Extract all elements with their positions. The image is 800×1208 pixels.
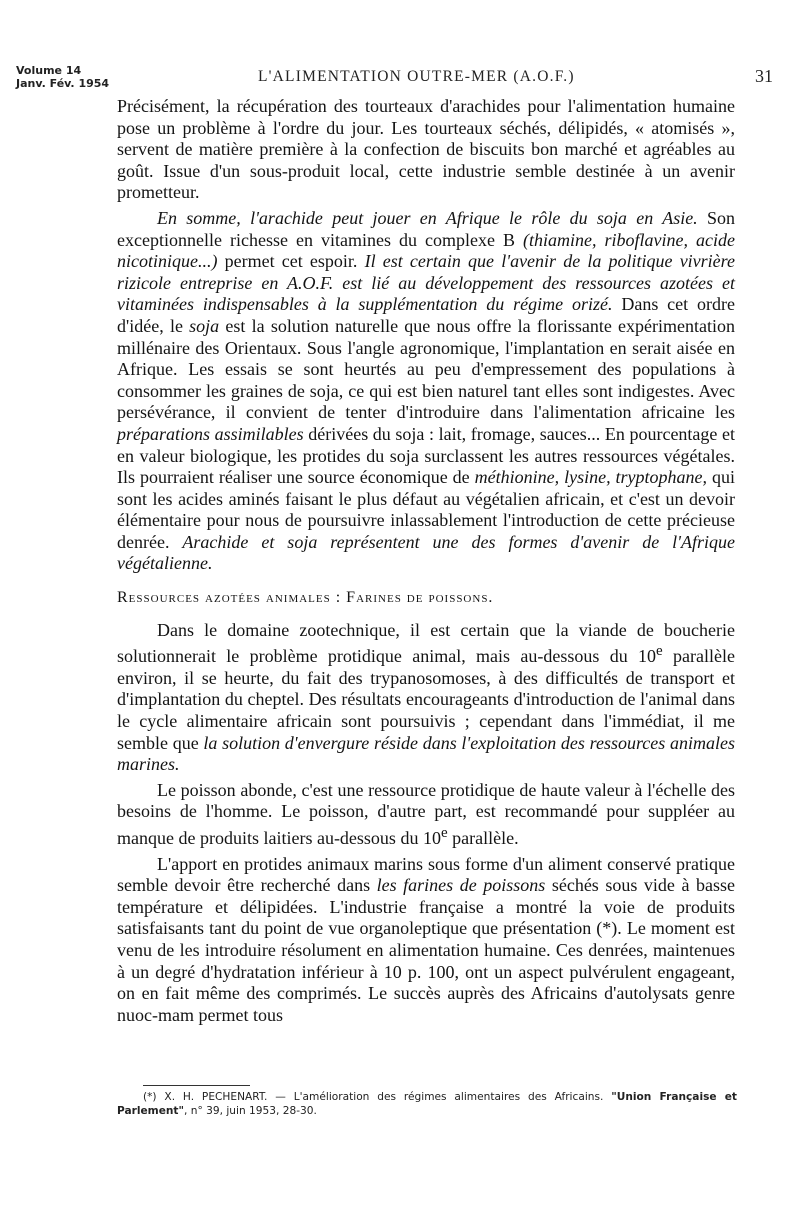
emphasis: Il est certain que l'avenir de la politique vivrière rizicole entreprise en A.O.F. est lié au développement des ressources azotées et vitaminées indispensables à la supplémentation du régime orizé. (117, 251, 735, 315)
running-title: L'ALIMENTATION OUTRE-MER (A.O.F.) (258, 68, 575, 85)
text-run: Dans cet ordre d'idée, le (117, 294, 735, 336)
journal-title: "Union Française et Parlement" (117, 1091, 737, 1117)
paragraph-5 (117, 854, 735, 1027)
section-heading: Ressources azotées animales : Farines de poissons. (117, 589, 494, 607)
paragraph-1: Précisément, la récupération des tourteaux d'arachides pour l'alimentation humaine pose un problème à l'ordre du jour. Les tourteaux séchés, délipidés, « atomisés », servent de matière première à la confection de biscuits bon marché et agréables au goût. Issue d'un sous-produit local, cette industrie semble destinée à un avenir prometteur. (117, 96, 735, 203)
footnote-text (117, 1090, 737, 1118)
emphasis: la solution d'envergure réside dans l'exploitation des ressources animales marines. (117, 732, 735, 775)
emphasis: méthionine, lysine, tryptophane, (474, 467, 708, 488)
emphasis: (thiamine, riboflavine, acide nicotinique...) (117, 229, 736, 272)
text-run: permet cet espoir. (217, 251, 365, 272)
emphasis: soja (189, 315, 220, 336)
volume-number: Volume 14 (16, 64, 82, 77)
emphasis: Arachide et soja représentent une des formes d'avenir de l'Afrique végétalienne. (117, 531, 735, 574)
emphasis: préparations assimilables (117, 423, 304, 444)
text-run: (*) X. H. PECHENART. — L'amélioration des régimes alimentaires des Africains. (143, 1091, 612, 1103)
emphasis: les farines de poissons (376, 875, 546, 896)
volume-info (16, 64, 109, 90)
text-run: parallèle environ, il se heurte, du fait des trypanosomoses, à des difficultés de transport et d'implantation du cheptel. Des résultats encourageants d'introduction de l'animal dans le cycle alimentaire africain sont poursuivis ; cependant dans l'immédiat, il me semble que (117, 646, 735, 753)
article-body (117, 96, 735, 1026)
text-run: Le poisson abonde, c'est une ressource protidique de haute valeur à l'échelle des besoins de l'homme. Le poisson, d'autre part, est recommandé pour suppléer au manque de produits laitiers au-dessous du 10 (117, 779, 735, 848)
text-run: dérivées du soja : lait, fromage, sauces... En pourcentage et en valeur biologique, les protides du soja surclassent les autres ressources végétales. Ils pourraient réaliser une source économique de (117, 423, 736, 488)
page-number: 31 (755, 66, 773, 86)
paragraph-3 (117, 620, 735, 776)
text-run: L'apport en protides animaux marins sous forme d'un aliment conservé pratique semble devoir être recherché dans (117, 853, 735, 896)
text-run: Dans le domaine zootechnique, il est certain que la viande de boucherie solutionnerait le problème protidique animal, mais au-dessous du 10 (117, 619, 735, 667)
text-run: Son exceptionnelle richesse en vitamines du complexe B (117, 207, 735, 250)
footnote-rule (143, 1085, 250, 1086)
text-run: est la solution naturelle que nous offre la florissante expérimentation millénaire des Orientaux. Sous l'angle agronomique, l'implantation en serait aisée en Afrique. Les essais se sont heurtés au peu d'empressement des populations à consommer les graines de soja, ce qui est bien naturel tant elles sont indigestes. Avec persévérance, il convient de tenter d'introduire dans l'alimentation africaine les (117, 315, 735, 423)
superscript: e (440, 825, 448, 841)
footnote (117, 1090, 737, 1118)
emphasis: En somme, l'arachide peut jouer en Afrique le rôle du soja en Asie. (157, 207, 698, 228)
issue-date: Janv. Fév. 1954 (16, 77, 110, 90)
text-run: , n° 39, juin 1953, 28-30. (184, 1105, 317, 1117)
text-run: séchés sous vide à basse température et délipidées. L'industrie française a montré la voie de produits satisfaisants tant du point de vue organoleptique que présentation (*). Le moment est venu de les introduire résolument en alimentation humaine. Ces denrées, maintenues à un degré d'hydratation inférieur à 10 p. 100, ont un aspect pulvérulent engageant, on en fait même des comprimés. Le succès auprès des Africains d'autolysats genre nuoc-mam permet tous (117, 875, 735, 1025)
text-run: qui sont les acides aminés faisant le plus défaut au végétalien africain, et c'est un devoir élémentaire pour nous de poursuivre inlassablement l'introduction de cette précieuse denrée. (117, 467, 735, 552)
text-run: parallèle. (447, 828, 519, 848)
paragraph-4 (117, 780, 735, 850)
superscript: e (656, 643, 663, 660)
paragraph-2 (117, 208, 735, 575)
